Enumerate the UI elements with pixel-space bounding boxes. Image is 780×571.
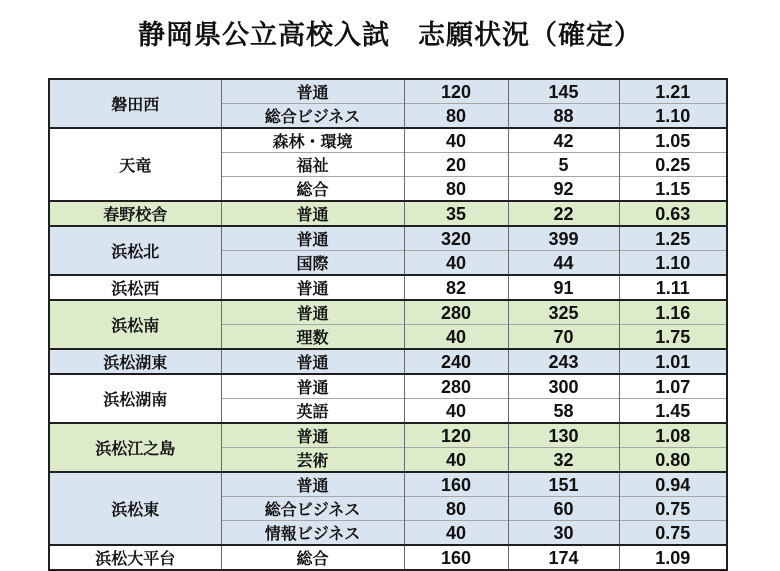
value-cell: 120 (404, 79, 508, 104)
school-name-cell: 浜松北 (49, 226, 221, 275)
course-cell: 総合ビジネス (221, 497, 404, 521)
course-cell: 普通 (221, 423, 404, 448)
school-name-cell: 春野校舎 (49, 201, 221, 226)
table-row (49, 545, 727, 570)
value-cell: 120 (404, 423, 508, 448)
value-cell: 32 (508, 448, 619, 473)
value-cell: 1.05 (619, 128, 727, 153)
value-cell: 80 (404, 497, 508, 521)
course-cell: 総合ビジネス (221, 104, 404, 129)
value-cell: 30 (508, 521, 619, 546)
school-name-cell: 浜松西 (49, 275, 221, 300)
value-cell: 1.11 (619, 275, 727, 300)
value-cell: 0.75 (619, 497, 727, 521)
value-cell: 44 (508, 251, 619, 276)
value-cell: 40 (404, 251, 508, 276)
value-cell: 145 (508, 79, 619, 104)
value-cell: 1.10 (619, 251, 727, 276)
value-cell: 42 (508, 128, 619, 153)
value-cell: 1.07 (619, 374, 727, 399)
school-name-cell: 浜松南 (49, 300, 221, 349)
school-name-cell: 浜松湖東 (49, 349, 221, 374)
value-cell: 88 (508, 104, 619, 129)
school-name-cell: 浜松東 (49, 472, 221, 545)
table-row (49, 374, 727, 399)
course-cell: 普通 (221, 374, 404, 399)
course-cell: 総合 (221, 545, 404, 570)
value-cell: 0.80 (619, 448, 727, 473)
course-cell: 福祉 (221, 153, 404, 177)
value-cell: 91 (508, 275, 619, 300)
value-cell: 82 (404, 275, 508, 300)
course-cell: 情報ビジネス (221, 521, 404, 546)
table-row (49, 423, 727, 448)
value-cell: 1.75 (619, 325, 727, 350)
value-cell: 151 (508, 472, 619, 497)
table-row (49, 79, 727, 104)
value-cell: 1.15 (619, 177, 727, 202)
value-cell: 130 (508, 423, 619, 448)
value-cell: 35 (404, 201, 508, 226)
value-cell: 40 (404, 325, 508, 350)
course-cell: 普通 (221, 275, 404, 300)
value-cell: 1.01 (619, 349, 727, 374)
school-name-cell: 浜松江之島 (49, 423, 221, 472)
table-row (49, 226, 727, 251)
value-cell: 0.75 (619, 521, 727, 546)
value-cell: 80 (404, 177, 508, 202)
value-cell: 1.25 (619, 226, 727, 251)
value-cell: 174 (508, 545, 619, 570)
value-cell: 92 (508, 177, 619, 202)
page-title: 静岡県公立高校入試 志願状況（確定） (138, 20, 642, 50)
course-cell: 総合 (221, 177, 404, 202)
course-cell: 普通 (221, 201, 404, 226)
course-cell: 英語 (221, 399, 404, 424)
value-cell: 160 (404, 472, 508, 497)
value-cell: 1.16 (619, 300, 727, 325)
course-cell: 芸術 (221, 448, 404, 473)
course-cell: 普通 (221, 472, 404, 497)
value-cell: 0.25 (619, 153, 727, 177)
course-cell: 普通 (221, 349, 404, 374)
value-cell: 40 (404, 521, 508, 546)
school-name-cell: 浜松大平台 (49, 545, 221, 570)
table-row (49, 300, 727, 325)
value-cell: 0.63 (619, 201, 727, 226)
value-cell: 1.10 (619, 104, 727, 129)
value-cell: 1.08 (619, 423, 727, 448)
course-cell: 理数 (221, 325, 404, 350)
value-cell: 0.94 (619, 472, 727, 497)
value-cell: 399 (508, 226, 619, 251)
course-cell: 普通 (221, 300, 404, 325)
value-cell: 40 (404, 399, 508, 424)
value-cell: 70 (508, 325, 619, 350)
value-cell: 280 (404, 374, 508, 399)
value-cell: 240 (404, 349, 508, 374)
school-name-cell: 浜松湖南 (49, 374, 221, 423)
value-cell: 22 (508, 201, 619, 226)
value-cell: 1.21 (619, 79, 727, 104)
course-cell: 国際 (221, 251, 404, 276)
value-cell: 300 (508, 374, 619, 399)
value-cell: 325 (508, 300, 619, 325)
value-cell: 58 (508, 399, 619, 424)
admissions-table (48, 78, 728, 571)
course-cell: 森林・環境 (221, 128, 404, 153)
table-body (49, 79, 727, 570)
table-row (49, 472, 727, 497)
table-row (49, 201, 727, 226)
value-cell: 40 (404, 448, 508, 473)
value-cell: 40 (404, 128, 508, 153)
value-cell: 60 (508, 497, 619, 521)
value-cell: 20 (404, 153, 508, 177)
table-row (49, 349, 727, 374)
school-name-cell: 天竜 (49, 128, 221, 201)
value-cell: 280 (404, 300, 508, 325)
table-row (49, 275, 727, 300)
value-cell: 1.09 (619, 545, 727, 570)
value-cell: 243 (508, 349, 619, 374)
value-cell: 160 (404, 545, 508, 570)
school-name-cell: 磐田西 (49, 79, 221, 128)
table-row (49, 128, 727, 153)
value-cell: 5 (508, 153, 619, 177)
value-cell: 80 (404, 104, 508, 129)
course-cell: 普通 (221, 226, 404, 251)
value-cell: 320 (404, 226, 508, 251)
course-cell: 普通 (221, 79, 404, 104)
value-cell: 1.45 (619, 399, 727, 424)
